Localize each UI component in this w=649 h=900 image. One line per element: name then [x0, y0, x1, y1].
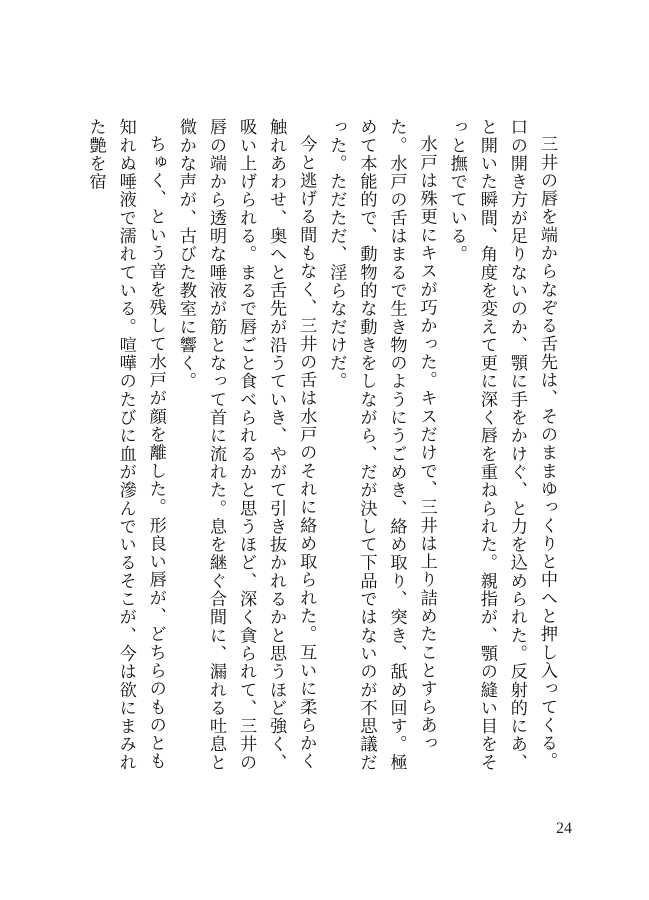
page-number: 24	[556, 820, 572, 837]
paragraph-1: 三井の唇を端からなぞる舌先は、そのままゆっくりと中へと押し入ってくる。口の開き方が足りないのか、顎に手をかけぐ、と力を込められた。反射的にあ、と開いた瞬間、角度を変えて更に深く唇を重ねられた。親指が、顎の縫い目をそっと撫でている。	[446, 118, 557, 772]
body-text	[85, 118, 562, 782]
paragraph-2: 水戸は殊更にキスが巧かった。キスだけで、三井は上り詰めたことすらあった。水戸の舌はまるで生き物のようにうごめき、絡め取り、突き、舐め回す。極めて本能的で、動物的な動きをしながら、だが決して下品ではないのが不思議だった。ただただ、淫らなだけだ。	[326, 118, 437, 772]
paragraph-4: ちゅく、という音を残して水戸が顔を離した。形良い唇が、どちらのものとも知れぬ唾液で濡れている。喧嘩のたびに血が滲んでいるそこが、今は欲にまみれた艶を宿	[85, 118, 166, 772]
paragraph-3: 今と逃げる間もなく、三井の舌は水戸のそれに絡め取られた。互いに柔らかく触れあわせ、奥へと舌先が沿うていき、やがて引き抜かれるかと思うほど強く、吸い上げられる。まるで唇ごと食べられるかと思うほど、深く貪られて、三井の唇の端から透明な唾液が筋となって首に流れた。息を継ぐ合間に、漏れる吐息と微かな声が、古びた教室に響く。	[175, 118, 317, 772]
